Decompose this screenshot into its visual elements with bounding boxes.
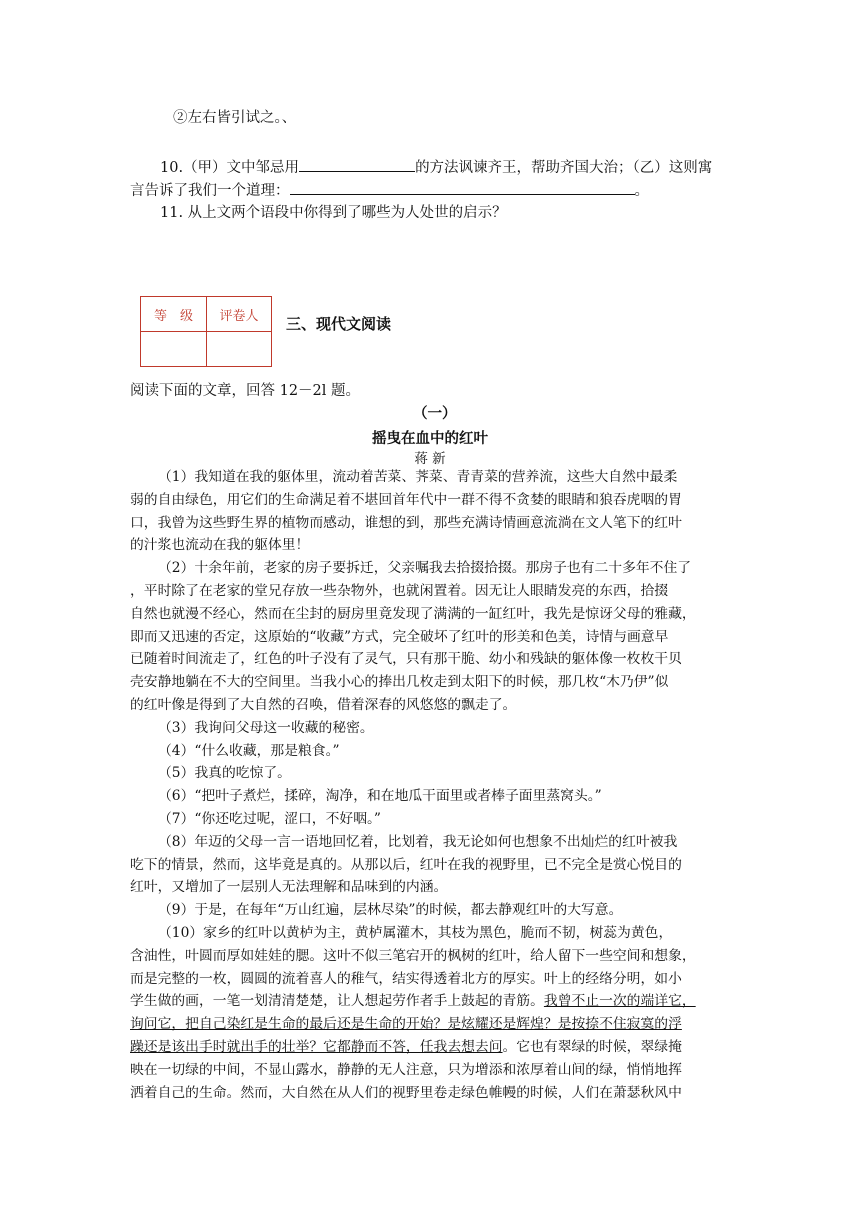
reading-instruction: 阅读下面的文章，回答 12－2l 题。 bbox=[130, 383, 361, 399]
p2-line: ，平时除了在老家的堂兄存放一些杂物外，也就闲置着。因无让人眼睛发亮的东西，拾掇 bbox=[130, 582, 669, 599]
p10-line: 映在一切绿的中间，不显山露水，静静的无人注意，只为增添和浓厚着山间的绿，悄悄地挥 bbox=[130, 1061, 682, 1078]
p8-line: 吃下的情景，然而，这毕竟是真的。从那以后，红叶在我的视野里，已不完全是赏心悦目的 bbox=[130, 856, 682, 873]
answer-blank-1[interactable] bbox=[299, 157, 415, 172]
q10-text-b: 的方法讽谏齐王，帮助齐国大治；（乙）这则寓 bbox=[415, 160, 713, 176]
p2-line: 已随着时间流走了，红色的叶子没有了灵气，只有那干脆、幼小和残缺的躯体像一枚枚干贝 bbox=[130, 651, 682, 668]
grader-cell[interactable] bbox=[206, 332, 271, 367]
p8-line: 红叶，又增加了一层别人无法理解和品味到的内涵。 bbox=[130, 879, 448, 896]
grade-cell[interactable] bbox=[141, 332, 207, 367]
q10-text-c: 言告诉了我们一个道理： bbox=[130, 183, 290, 199]
grade-label: 等 级 bbox=[141, 297, 207, 332]
grade-box bbox=[140, 296, 272, 362]
p2-line: 即而又迅速的否定，这原始的“收藏”方式，完全破坏了红叶的形美和色美，诗情与画意早 bbox=[130, 628, 669, 645]
question-10-line2 bbox=[130, 179, 649, 200]
part-label: （一） bbox=[413, 405, 457, 422]
grader-label: 评卷人 bbox=[206, 297, 271, 332]
p8-line: （8）年迈的父母一言一语地回忆着，比划着，我无论如何也想象不出灿烂的红叶被我 bbox=[158, 833, 678, 850]
p7-line: （7）“你还吃过呢，涩口，不好咽。” bbox=[158, 810, 381, 827]
answer-blank-2[interactable] bbox=[290, 180, 635, 195]
p10-text: 学生做的画，一笔一划清清楚楚，让人想起劳作者手上鼓起的青筋。 bbox=[130, 993, 544, 1010]
p2-line: 的红叶像是得到了大自然的召唤，借着深春的风悠悠的飘走了。 bbox=[130, 696, 517, 713]
question-10-line1 bbox=[160, 156, 712, 177]
p10-line bbox=[130, 990, 734, 1013]
p10-line: （10）家乡的红叶以黄栌为主，黄栌属灌木，其枝为黑色，脆而不韧，树蕊为黄色， bbox=[158, 924, 673, 941]
p10-line bbox=[130, 1036, 734, 1059]
p3-line: （3）我询问父母这一收藏的秘密。 bbox=[158, 719, 374, 736]
p2-line: （2）十余年前，老家的房子要拆迁，父亲嘱我去拾掇拾掇。那房子也有二十多年不住了 bbox=[158, 560, 692, 577]
underlined-sentence: 躁还是该出手时就出手的壮举？它都静而不答，任我去想去问 bbox=[130, 1038, 503, 1055]
p5-line: （5）我真的吃惊了。 bbox=[158, 765, 291, 782]
p10-text: 。它也有翠绿的时候，翠绿掩 bbox=[502, 1038, 682, 1055]
p1-line: （1）我知道在我的躯体里，流动着苦菜、荠菜、青青菜的营养流，这些大自然中最柔 bbox=[158, 469, 678, 485]
section-title: 三、现代文阅读 bbox=[286, 315, 392, 333]
p4-line: （4）“什么收藏，那是粮食。” bbox=[158, 742, 340, 759]
question-item-2: ②左右皆引试之。、 bbox=[173, 110, 297, 126]
article-author: 蒋 新 bbox=[414, 451, 446, 467]
underlined-sentence: 询问它，把自己染红是生命的最后还是生命的开始？是炫耀还是辉煌？是按捺不住寂寞的浮 bbox=[130, 1016, 682, 1033]
p1-line: 的汁浆也流动在我的躯体里！ bbox=[130, 537, 310, 554]
p10-line: 含油性，叶圆而厚如娃娃的腮。这叶不似三笔宕开的枫树的红叶，给人留下一些空间和想象， bbox=[130, 947, 696, 964]
p2-line: 自然也就漫不经心，然而在尘封的厨房里竟发现了满满的一缸红叶，我先是惊讶父母的雅藏， bbox=[130, 605, 696, 622]
p1-line: 弱的自由绿色，用它们的生命满足着不堪回首年代中一群不得不贪婪的眼睛和狼吞虎咽的胃 bbox=[130, 491, 682, 508]
article-title: 摇曳在血中的红叶 bbox=[372, 430, 488, 447]
p10-line: 而是完整的一枚，圆圆的流着喜人的稚气，结实得透着北方的厚实。叶上的经络分明，如小 bbox=[130, 970, 682, 987]
question-11: 11. 从上文两个语段中你得到了哪些为人处世的启示？ bbox=[160, 205, 507, 221]
p2-line: 壳安静地躺在不大的空间里。当我小心的捧出几枚走到太阳下的时候，那几枚“木乃伊”似 bbox=[130, 674, 669, 691]
q10-text-d: 。 bbox=[634, 183, 649, 199]
p9-line: （9）于是，在每年“万山红遍，层林尽染”的时候，都去静观红叶的大写意。 bbox=[158, 902, 623, 919]
q10-text-a: 10.（甲）文中邹忌用 bbox=[160, 160, 300, 176]
underlined-sentence: 我曾不止一次的端详它， bbox=[543, 993, 696, 1010]
p10-line: 洒着自己的生命。然而，大自然在从人们的视野里卷走绿色帷幔的时候，人们在萧瑟秋风中 bbox=[130, 1084, 682, 1101]
p1-line: 口，我曾为这些野生界的植物而感动，谁想的到，那些充满诗情画意流淌在文人笔下的红叶 bbox=[130, 514, 682, 531]
article-body bbox=[130, 466, 734, 1104]
p6-line: （6）“把叶子煮烂，揉碎，淘净，和在地瓜干面里或者棒子面里蒸窝头。” bbox=[158, 788, 602, 805]
